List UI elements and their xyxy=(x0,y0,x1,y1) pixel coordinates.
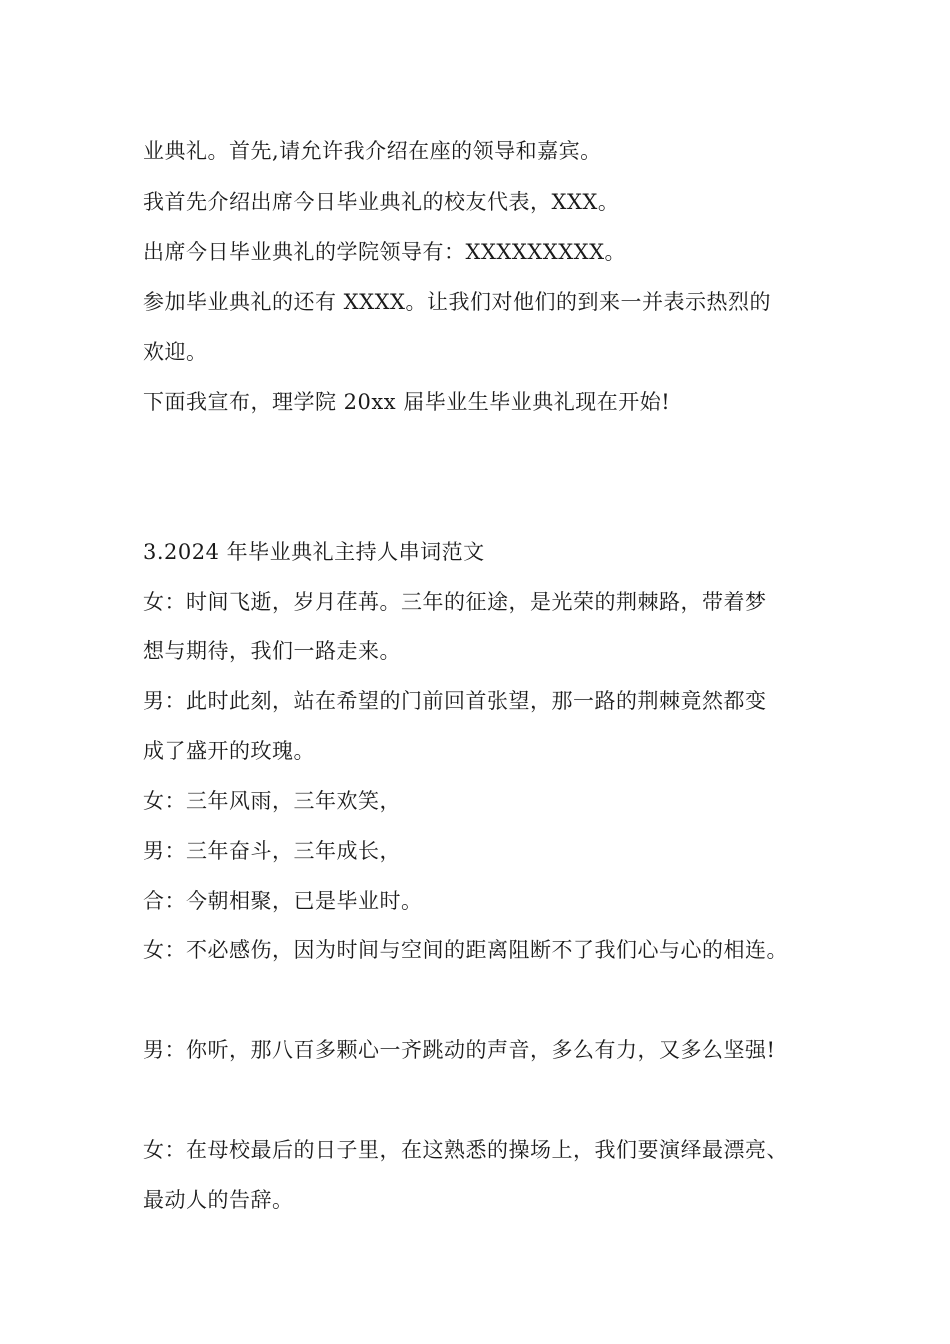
paragraph-line: 我首先介绍出席今日毕业典礼的校友代表，XXX。 xyxy=(143,190,620,214)
paragraph-line: 女：时间飞逝，岁月荏苒。三年的征途，是光荣的荆棘路，带着梦 xyxy=(143,590,767,614)
paragraph-line: 女：在母校最后的日子里，在这熟悉的操场上，我们要演绎最漂亮、 xyxy=(143,1138,788,1162)
paragraph-line: 业典礼。首先,请允许我介绍在座的领导和嘉宾。 xyxy=(143,139,602,163)
paragraph-line: 男：三年奋斗，三年成长， xyxy=(143,839,401,863)
paragraph-line: 女：不必感伤，因为时间与空间的距离阻断不了我们心与心的相连。 xyxy=(143,938,788,962)
paragraph-line: 合：今朝相聚，已是毕业时。 xyxy=(143,889,423,913)
paragraph-line: 参加毕业典礼的还有 XXXX。让我们对他们的到来一并表示热烈的 xyxy=(143,290,771,314)
paragraph-line: 下面我宣布，理学院 20xx 届毕业生毕业典礼现在开始! xyxy=(143,390,671,414)
paragraph-line: 出席今日毕业典礼的学院领导有：XXXXXXXXX。 xyxy=(143,240,627,264)
paragraph-line: 欢迎。 xyxy=(143,340,208,364)
paragraph-line: 男：此时此刻，站在希望的门前回首张望，那一路的荆棘竟然都变 xyxy=(143,689,767,713)
paragraph-line: 成了盛开的玫瑰。 xyxy=(143,739,315,763)
paragraph-line: 想与期待，我们一路走来。 xyxy=(143,639,401,663)
paragraph-line: 男：你听，那八百多颗心一齐跳动的声音，多么有力，又多么坚强! xyxy=(143,1038,776,1062)
paragraph-line: 最动人的告辞。 xyxy=(143,1188,294,1212)
section-heading: 3.2024 年毕业典礼主持人串词范文 xyxy=(143,540,485,564)
paragraph-line: 女：三年风雨，三年欢笑， xyxy=(143,789,401,813)
